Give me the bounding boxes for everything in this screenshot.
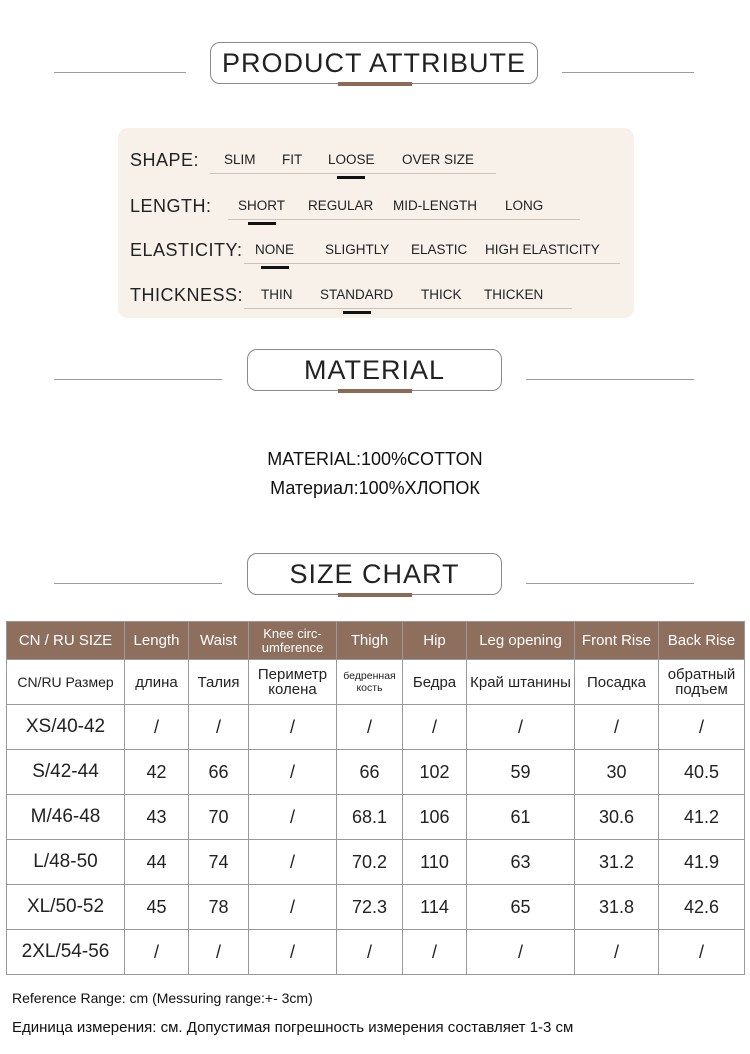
option: HIGH ELASTICITY: [485, 242, 600, 257]
size-cell: XS/40-42: [7, 705, 125, 750]
table-cell: /: [249, 750, 337, 795]
attribute-row-elasticity: [118, 230, 634, 266]
attribute-label: THICKNESS:: [130, 285, 244, 305]
divider-right: [526, 583, 694, 584]
reference-note-ru: Единица измерения: см. Допустимая погрешность измерения составляет 1-3 см: [12, 1019, 574, 1036]
column-header-ru: CN/RU Размер: [7, 660, 125, 705]
table-cell: 74: [189, 840, 249, 885]
table-cell: 30: [575, 750, 659, 795]
attribute-label: ELASTICITY:: [130, 240, 243, 260]
accent-bar: [338, 82, 412, 86]
table-cell: /: [249, 795, 337, 840]
table-cell: /: [575, 705, 659, 750]
table-cell: 66: [189, 750, 249, 795]
column-header: Waist: [189, 622, 249, 660]
table-row: [7, 930, 745, 975]
option: REGULAR: [308, 198, 374, 213]
table-cell: 106: [403, 795, 467, 840]
table-cell: 70: [189, 795, 249, 840]
table-cell: 45: [125, 885, 189, 930]
table-row: [7, 840, 745, 885]
table-cell: 110: [403, 840, 467, 885]
option: SLIM: [224, 152, 256, 167]
column-header-ru: длина: [125, 660, 189, 705]
table-cell: 65: [467, 885, 575, 930]
accent-bar: [338, 389, 412, 393]
size-cell: 2XL/54-56: [7, 930, 125, 975]
table-cell: /: [659, 930, 745, 975]
table-cell: /: [249, 885, 337, 930]
reference-note-en: Reference Range: cm (Messuring range:+- 3cm): [12, 990, 313, 1006]
column-header: Knee circ-umference: [249, 622, 337, 660]
option: THICKEN: [484, 287, 544, 302]
table-cell: 66: [337, 750, 403, 795]
table-cell: 41.9: [659, 840, 745, 885]
table-row: [7, 885, 745, 930]
table-cell: 41.2: [659, 795, 745, 840]
option-selected: LOOSE: [328, 152, 375, 167]
attribute-row-shape: [118, 140, 634, 176]
attribute-options: [244, 238, 620, 264]
size-cell: S/42-44: [7, 750, 125, 795]
attribute-options: [244, 283, 572, 309]
material-en: MATERIAL:100%COTTON: [267, 449, 483, 469]
accent-bar: [338, 593, 412, 597]
table-cell: 114: [403, 885, 467, 930]
size-cell: L/48-50: [7, 840, 125, 885]
table-cell: 42.6: [659, 885, 745, 930]
column-header-ru: Талия: [189, 660, 249, 705]
option-selected: STANDARD: [320, 287, 394, 302]
material-header: [0, 349, 750, 409]
table-cell: /: [189, 930, 249, 975]
option: ELASTIC: [411, 242, 468, 257]
attribute-label: LENGTH:: [130, 196, 212, 216]
column-header: Leg opening: [467, 622, 575, 660]
column-header-ru: Периметр колена: [249, 660, 337, 705]
column-header-ru: Бедра: [403, 660, 467, 705]
table-cell: /: [125, 705, 189, 750]
option-selected: NONE: [255, 242, 295, 257]
attribute-label: SHAPE:: [130, 150, 200, 170]
divider-left: [54, 72, 186, 73]
table-cell: /: [575, 930, 659, 975]
column-header: Thigh: [337, 622, 403, 660]
column-header-ru: Посадка: [575, 660, 659, 705]
table-cell: 44: [125, 840, 189, 885]
table-cell: 40.5: [659, 750, 745, 795]
table-cell: 30.6: [575, 795, 659, 840]
table-cell: 31.2: [575, 840, 659, 885]
table-cell: /: [189, 705, 249, 750]
column-header-ru: бедренная кость: [337, 660, 403, 705]
table-header-row: [7, 622, 745, 660]
table-cell: /: [125, 930, 189, 975]
column-header: CN / RU SIZE: [7, 622, 125, 660]
table-cell: /: [403, 930, 467, 975]
product-attribute-header: [0, 42, 750, 102]
column-header: Length: [125, 622, 189, 660]
table-cell: 70.2: [337, 840, 403, 885]
table-row: [7, 750, 745, 795]
option: OVER SIZE: [402, 152, 475, 167]
column-header-ru: Край штанины: [467, 660, 575, 705]
option: LONG: [505, 198, 544, 213]
attribute-row-length: [118, 186, 634, 222]
table-cell: /: [467, 930, 575, 975]
divider-right: [526, 379, 694, 380]
section-title: MATERIAL: [247, 349, 502, 391]
column-header: Back Rise: [659, 622, 745, 660]
size-table: [6, 621, 745, 975]
table-cell: 68.1: [337, 795, 403, 840]
column-header-ru: обратный подъем: [659, 660, 745, 705]
size-chart-header: [0, 553, 750, 613]
attribute-row-thickness: [118, 275, 634, 311]
table-cell: /: [403, 705, 467, 750]
table-cell: /: [659, 705, 745, 750]
table-cell: 61: [467, 795, 575, 840]
table-cell: 59: [467, 750, 575, 795]
table-cell: 102: [403, 750, 467, 795]
material-ru: Материал:100%ХЛОПОК: [270, 478, 480, 498]
column-header: Front Rise: [575, 622, 659, 660]
column-header: Hip: [403, 622, 467, 660]
table-cell: 78: [189, 885, 249, 930]
table-row: [7, 795, 745, 840]
size-cell: XL/50-52: [7, 885, 125, 930]
option: SLIGHTLY: [325, 242, 390, 257]
attribute-options: [228, 194, 580, 220]
table-cell: 31.8: [575, 885, 659, 930]
table-cell: /: [337, 930, 403, 975]
table-cell: /: [249, 705, 337, 750]
table-row: [7, 705, 745, 750]
divider-left: [54, 379, 222, 380]
attribute-options: [210, 148, 496, 174]
divider-right: [562, 72, 694, 73]
table-cell: /: [337, 705, 403, 750]
option: FIT: [282, 152, 303, 167]
option: THIN: [261, 287, 293, 302]
section-title: PRODUCT ATTRIBUTE: [210, 42, 538, 84]
table-cell: /: [249, 930, 337, 975]
table-cell: 43: [125, 795, 189, 840]
section-title: SIZE CHART: [247, 553, 502, 595]
table-cell: 63: [467, 840, 575, 885]
table-cell: 72.3: [337, 885, 403, 930]
size-cell: M/46-48: [7, 795, 125, 840]
option-selected: SHORT: [238, 198, 286, 213]
table-subheader-row: [7, 660, 745, 705]
attribute-panel: [118, 128, 634, 318]
table-cell: 42: [125, 750, 189, 795]
table-cell: /: [467, 705, 575, 750]
divider-left: [54, 583, 222, 584]
option: THICK: [421, 287, 462, 302]
table-cell: /: [249, 840, 337, 885]
option: MID-LENGTH: [393, 198, 477, 213]
